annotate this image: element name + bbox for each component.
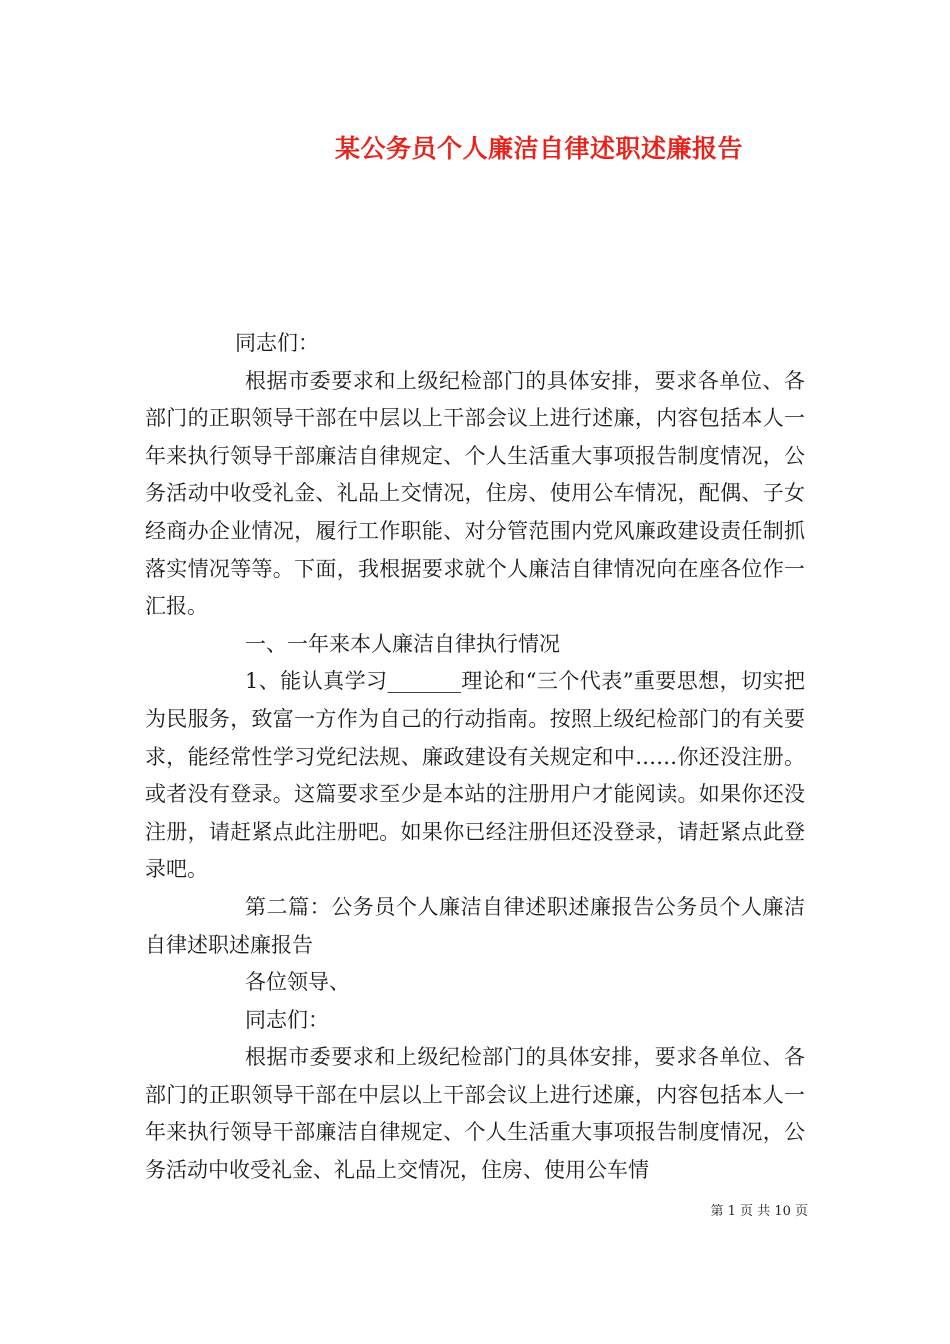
paragraph-intro: 根据市委要求和上级纪检部门的具体安排，要求各单位、各部门的正职领导干部在中层以上干部会议上进行述廉，内容包括本人一年来执行领导干部廉洁自律规定、个人生活重大事项报告制度情况，公务活动中收受礼金、礼品上交情况，住房、使用公车情况，配偶、子女经商办企业情况，履行工作职能、对分管范围内党风廉政建设责任制抓落实情况等等。下面，我根据要求就个人廉洁自律情况向在座各位作一汇报。 — [145, 368, 805, 619]
document-title: 某公务员个人廉洁自律述职述廉报告 — [334, 134, 743, 163]
paragraph-salutation: 同志们： — [235, 331, 319, 355]
paragraph-greeting-comrades: 同志们： — [245, 1007, 329, 1032]
paragraph-intro-repeat: 根据市委要求和上级纪检部门的具体安排，要求各单位、各部门的正职领导干部在中层以上干部会议上进行述廉，内容包括本人一年来执行领导干部廉洁自律规定、个人生活重大事项报告制度情况，公务活动中收受礼金、礼品上交情况，住房、使用公车情 — [145, 1045, 805, 1183]
document-body — [145, 325, 805, 1190]
paragraph-item-1: 1、能认真学习_______理论和“三个代表”重要思想，切实把为民服务，致富一方作为自己的行动指南。按照上级纪检部门的有关要求，能经常性学习党纪法规、廉政建设有关规定和中……你还没注册。或者没有登录。这篇要求至少是本站的注册用户才能阅读。如果你还没注册，请赶紧点此注册吧。如果你已经注册但还没登录，请赶紧点此登录吧。 — [145, 669, 805, 882]
paragraph-greeting-leaders: 各位领导、 — [245, 970, 350, 995]
section-heading-1: 一、一年来本人廉洁自律执行情况 — [245, 631, 560, 656]
page-number-footer: 第 1 页 共 10 页 — [710, 1204, 808, 1219]
paragraph-second-article-title: 第二篇：公务员个人廉洁自律述职述廉报告公务员个人廉洁自律述职述廉报告 — [145, 894, 805, 957]
